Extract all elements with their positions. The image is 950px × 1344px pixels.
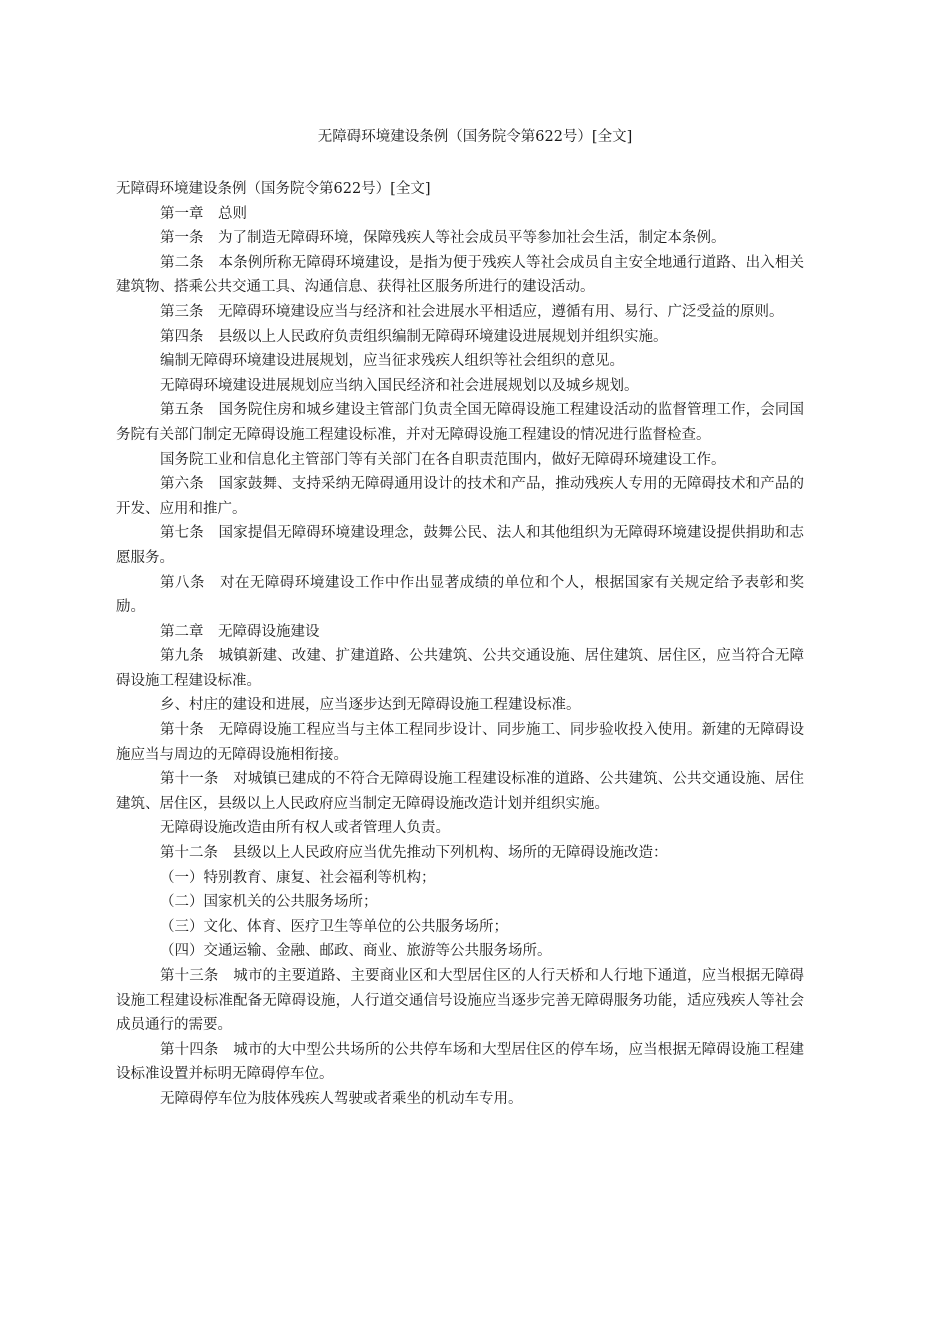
article-paragraph: 第十一条 对城镇已建成的不符合无障碍设施工程建设标准的道路、公共建筑、公共交通设施、居住建筑、居住区，县级以上人民政府应当制定无障碍设施改造计划并组织实施。 (116, 771, 804, 812)
article-paragraph: 第一条 为了制造无障碍环境，保障残疾人等社会成员平等参加社会生活，制定本条例。 (160, 230, 726, 247)
article-paragraph: 第六条 国家鼓舞、支持采纳无障碍通用设计的技术和产品，推动残疾人专用的无障碍技术和产品的开发、应用和推广。 (116, 476, 804, 517)
article-paragraph: 第七条 国家提倡无障碍环境建设理念，鼓舞公民、法人和其他组织为无障碍环境建设提供捐助和志愿服务。 (116, 525, 804, 566)
document-body (116, 177, 804, 1112)
document-title: 无障碍环境建设条例（国务院令第622号）[全文] (317, 129, 633, 145)
paragraph: 无障碍设施改造由所有权人或者管理人负责。 (160, 820, 450, 837)
article-paragraph: 第十三条 城市的主要道路、主要商业区和大型居住区的人行天桥和人行地下通道，应当根据无障碍设施工程建设标准配备无障碍设施，人行道交通信号设施应当逐步完善无障碍服务功能，适应残疾人等社会成员通行的需要。 (116, 968, 804, 1034)
paragraph: 编制无障碍环境建设进展规划，应当征求残疾人组织等社会组织的意见。 (160, 353, 624, 370)
article-paragraph: 第三条 无障碍环境建设应当与经济和社会进展水平相适应，遵循有用、易行、广泛受益的原则。 (160, 303, 784, 320)
article-paragraph: 第十条 无障碍设施工程应当与主体工程同步设计、同步施工、同步验收投入使用。新建的无障碍设施应当与周边的无障碍设施相衔接。 (116, 722, 804, 763)
paragraph: 国务院工业和信息化主管部门等有关部门在各自职责范围内，做好无障碍环境建设工作。 (160, 451, 726, 468)
chapter-heading: 第二章 无障碍设施建设 (160, 623, 320, 640)
chapter-heading: 第一章 总则 (160, 205, 247, 222)
paragraph: 无障碍环境建设条例（国务院令第622号）[全文] (116, 181, 431, 197)
paragraph: 乡、村庄的建设和进展，应当逐步达到无障碍设施工程建设标准。 (160, 697, 581, 714)
article-paragraph: 第二条 本条例所称无障碍环境建设，是指为便于残疾人等社会成员自主安全地通行道路、出入相关建筑物、搭乘公共交通工具、沟通信息、获得社区服务所进行的建设活动。 (116, 254, 804, 296)
paragraph: 无障碍环境建设进展规划应当纳入国民经济和社会进展规划以及城乡规划。 (160, 377, 639, 394)
article-paragraph: 第十四条 城市的大中型公共场所的公共停车场和大型居住区的停车场，应当根据无障碍设施工程建设标准设置并标明无障碍停车位。 (116, 1041, 804, 1083)
article-paragraph: 第八条 对在无障碍环境建设工作中作出显著成绩的单位和个人，根据国家有关规定给予表彰和奖励。 (116, 574, 804, 616)
list-item: （四）交通运输、金融、邮政、商业、旅游等公共服务场所。 (160, 943, 552, 960)
paragraph: 无障碍停车位为肢体残疾人驾驶或者乘坐的机动车专用。 (160, 1090, 523, 1107)
list-item: （三）文化、体育、医疗卫生等单位的公共服务场所； (160, 918, 508, 935)
article-paragraph: 第十二条 县级以上人民政府应当优先推动下列机构、场所的无障碍设施改造： (160, 845, 668, 862)
article-paragraph: 第九条 城镇新建、改建、扩建道路、公共建筑、公共交通设施、居住建筑、居住区，应当符合无障碍设施工程建设标准。 (116, 648, 804, 689)
list-item: （二）国家机关的公共服务场所； (160, 894, 378, 911)
article-paragraph: 第五条 国务院住房和城乡建设主管部门负责全国无障碍设施工程建设活动的监督管理工作，会同国务院有关部门制定无障碍设施工程建设标准，并对无障碍设施工程建设的情况进行监督检查。 (116, 402, 804, 443)
article-paragraph: 第四条 县级以上人民政府负责组织编制无障碍环境建设进展规划并组织实施。 (160, 328, 668, 345)
list-item: （一）特别教育、康复、社会福利等机构； (160, 869, 436, 886)
